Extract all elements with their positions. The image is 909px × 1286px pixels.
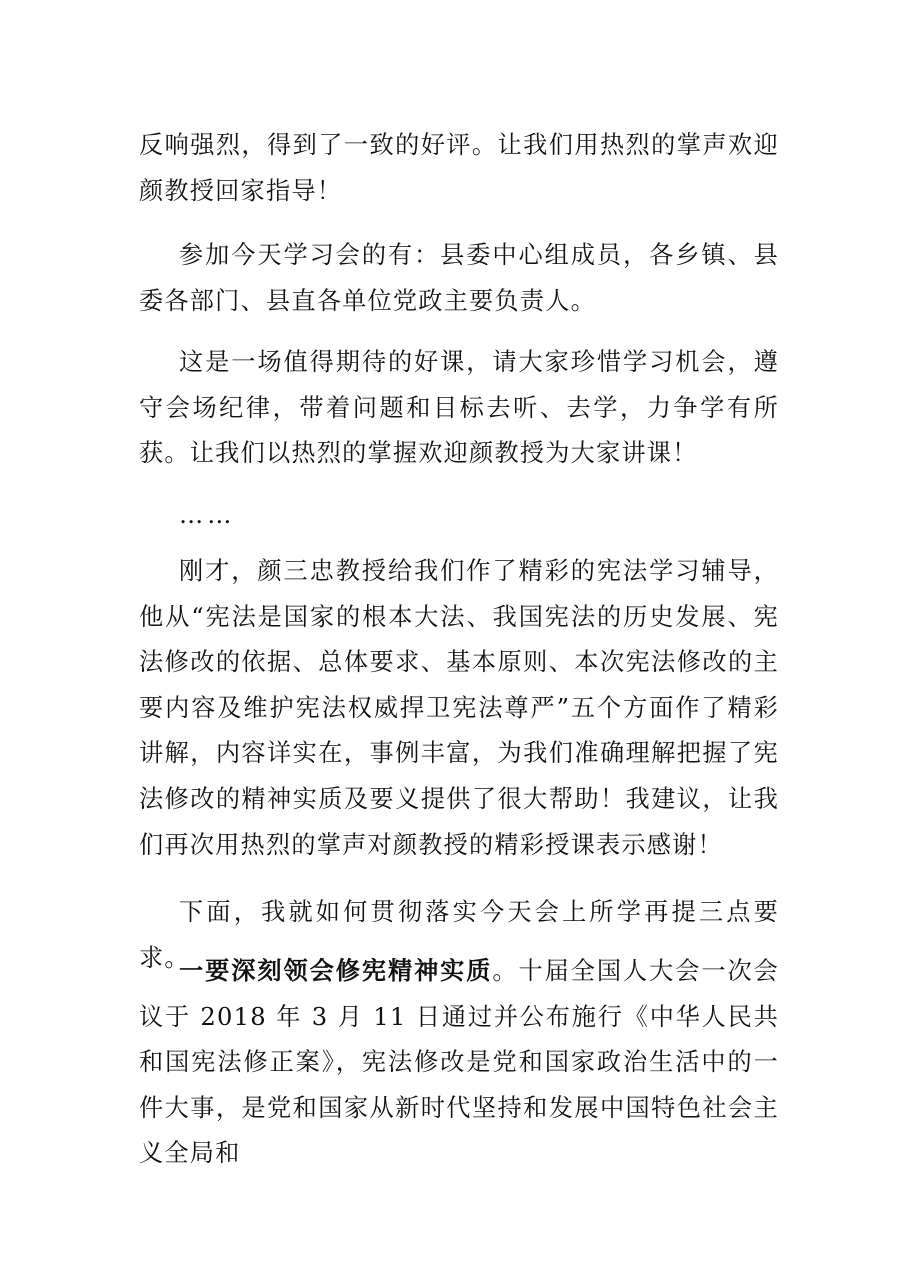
requirement-one-heading: 一要深刻领会修宪精神实质 [179,956,493,985]
paragraph-discipline: 这是一场值得期待的好课，请大家珍惜学习机会，遵守会场纪律，带着问题和目标去听、去学，力争学有所获。让我们以热烈的掌握欢迎颜教授为大家讲课！ [139,348,779,468]
paragraph-requirements-intro: 下面，我就如何贯彻落实今天会上所学再提三点要求。 [139,898,779,972]
paragraph-ellipsis: …… [179,501,236,529]
requirement-one-body: 。十届全国人大会一次会议于 2018 年 3 月 11 日通过并公布施行《中华人民共和国宪法修正案》，宪法修改是党和国家政治生活中的一件大事，是党和国家从新时代坚持和发展中国特色社会主义全局和 [139,957,779,1168]
paragraph-requirement-one [139,948,779,1177]
paragraph-welcome-continued: 反响强烈，得到了一致的好评。让我们用热烈的掌声欢迎颜教授回家指导！ [139,131,779,205]
paragraph-lecture-summary: 刚才，颜三忠教授给我们作了精彩的宪法学习辅导，他从“宪法是国家的根本大法、我国宪法的历史发展、宪法修改的依据、总体要求、基本原则、本次宪法修改的主要内容及维护宪法权威捍卫宪法尊严”五个方面作了精彩讲解，内容详实在，事例丰富，为我们准确理解把握了宪法修改的精神实质及要义提供了很大帮助！我建议，让我们再次用热烈的掌声对颜教授的精彩授课表示感谢！ [139,557,779,859]
paragraph-attendees: 参加今天学习会的有：县委中心组成员，各乡镇、县委各部门、县直各单位党政主要负责人。 [139,241,779,315]
